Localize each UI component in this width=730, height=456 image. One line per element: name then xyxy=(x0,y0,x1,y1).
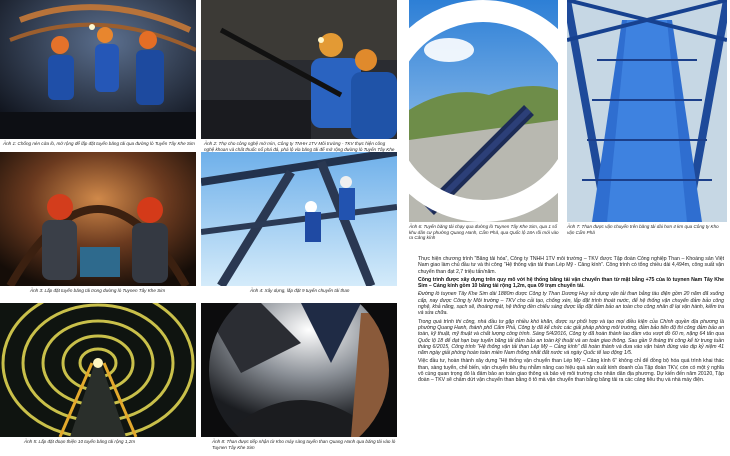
article-paragraph: Đường lò tuynen Tây Khe Sim dài 1880m được Công ty Than Dương Huy sử dụng vận tải than bằng tàu điện gồm 20 năm đã xuống cấp, nay được Công ty Môi trường – TKV cho cải tạo, chống xén, lắp đặt trình thoát nước, để hệ thống vận chuyển đảm bảo công nghệ, khả năng, sạch sẽ, thoáng mát, hệ thống đèn chiếu sáng được lắp đặt đảm bảo an toàn cho công nhân đi lại vận hành, kiểm tra và sửa chữa. xyxy=(418,291,724,317)
caption-photo-6: Ảnh 6: Tuyến băng tải chạy qua đường lò Tuynen Tây Khe Sim, qua 1 số khu dân cư phường Quang Hanh, Cẩm Phả, qua Quốc lộ 18A rồi mới vào ra Cảng kính xyxy=(409,224,559,241)
tunnel-miners-photo-icon xyxy=(0,152,196,286)
article-paragraph: Thực hiện chương trình “Băng tải hóa”, Công ty TNHH 1TV môi trường – TKV được Tập đoàn Công nghiệp Than – Khoáng sản Việt Nam giao làm chủ đầu tư và thi công “Hệ thống vận tải than Lép Mỹ - Cảng kính”. Công trình có tổng chiều dài 4,494m, công suất vận chuyển than đạt 2,7 triệu tấn/năm. xyxy=(418,256,724,275)
caption-photo-5: Ảnh 5: Lắp đặt đoạn thiện 10 tuyến băng tải rộng 1,2m xyxy=(24,439,136,444)
steel-frame-photo-icon xyxy=(201,152,397,286)
caption-photo-7: Ảnh 7: Than được vận chuyển trên băng tải dài hơn 4 km qua Công ty Kho vận Cẩm Phả xyxy=(567,224,719,235)
conveyor-hill-photo-icon xyxy=(409,0,558,222)
photo-2 xyxy=(201,0,397,139)
article-paragraph: Việc đầu tư, hoàn thành xây dựng “Hệ thống vận chuyển than Lép Mỹ – Cảng kính 6” không chỉ để đồng bộ hóa quá trình khai thác than, sàng tuyển, chế biến, vận chuyển tiêu thụ nhằm nâng cao hiệu quả sản xuất kinh doanh của Tập đoàn TKV, còn có một ý nghĩa vô cùng quan trọng đó là đảm bảo an toàn giao thông và bảo vệ môi trường cho nhân dân địa phương. Dự kiến đến năm 20120, Tập đoàn – TKV sẽ chấm dứt vận chuyển than bằng ô tô mà vận chuyển than bằng băng tải ra các cảng tiêu thụ và nhà máy điện. xyxy=(418,358,724,384)
caption-photo-2: Ảnh 2: Thợ cho công nghệ mở mìn, Công ty TNHH 1TV Môi trường - TKV thực hiện công nghệ khoan và chất thuốc nổ phá đá, phá lộ vỉa băng tải để mở rộng đường lò Tuyến Tây Khe xyxy=(204,141,395,152)
tunnel-belt-photo-icon xyxy=(0,303,196,437)
article-body xyxy=(418,256,724,452)
photo-5 xyxy=(0,303,196,437)
caption-photo-4: Ảnh 4: Xây dựng, lắp đặt 9 tuyến chuyển tải than xyxy=(250,288,350,293)
photo-4 xyxy=(201,152,397,286)
coal-pile-photo-icon xyxy=(201,303,397,437)
photo-8 xyxy=(201,303,397,437)
caption-photo-1: Ảnh 1: Chống nén cửa lò, mở rộng để lắp đặt tuyến băng tải qua đường lò Tuyến Tây Khe Sim xyxy=(3,141,195,146)
photo-3 xyxy=(0,152,196,286)
article-paragraph: Trong quá trình thi công, nhà đầu tư gặp nhiều khó khăn, được sự phối hợp và tạo mọi điều kiện của Chính quyền địa phương là phường Quang Hanh, thành phố Cẩm Phả, Công ty đã kể chức các giải pháp phòng môi trường, đảm bảo tiến độ thi công đảm bảo an toàn, kỹ thuật, mỹ thuật và chất lượng công trình. Sáng 5/4/2016, Công ty đã hoàn thành lao đầm vòu vượt đồ 60 m, nặng 64 tấn qua Quốc lộ 18 để đạt hạn bay tuyến băng tải đảm bảo an toàn kỹ thuật và an toàn giao thông. Sau gần 9 tháng thi công kể từ trung tuần tháng 6/2015, Công trình “Hệ thống vận tải than Lép Mỹ – Cảng kính” đã hoàn thành và đưa vào vận hành đúng vào dịp kỷ niệm 41 năm ngày giải phóng hoàn toàn miền Nam thống nhất đất nước và ngày Quốc tế lao động 1/5. xyxy=(418,318,724,357)
article-paragraph: Công trình được xây dựng trên quy mô với hệ thống băng tải vận chuyển than từ mặt bằng +75 của lò tuynen Nam Tây Khe Sim – Cảng kính gồm 10 băng tải rộng 1,2m, qua 09 trạm chuyển tải. xyxy=(418,276,724,290)
photo-1 xyxy=(0,0,196,139)
miners-photo-icon xyxy=(0,0,196,139)
photo-6 xyxy=(409,0,558,222)
caption-photo-3: Ảnh 3: Lắp đặt tuyến băng tải trong đường lò Tuynen Tây Khe Sim xyxy=(30,288,166,293)
drilling-photo-icon xyxy=(201,0,397,139)
caption-photo-8: Ảnh 8: Than được tiếp nhận từ Kho máy sàng tuyến than Quang Hanh qua băng tải vào lò Tuynen Tây Khe Sim xyxy=(212,439,396,450)
photo-7 xyxy=(567,0,727,222)
conveyor-bridge-photo-icon xyxy=(567,0,727,222)
